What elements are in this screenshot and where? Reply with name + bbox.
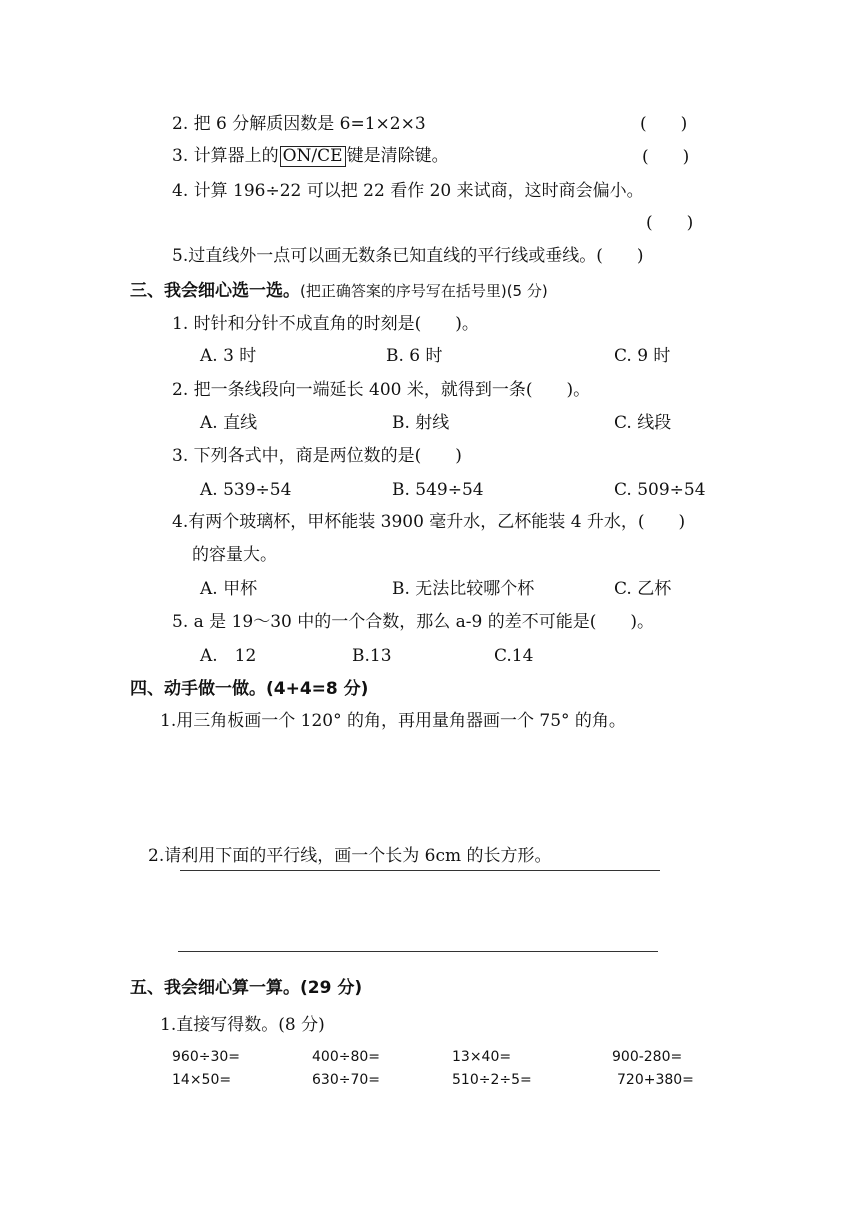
choice-question-1: 1. 时针和分针不成直角的时刻是( )。: [172, 314, 479, 334]
calc-item: 14×50=: [172, 1072, 232, 1088]
calc-item: 960÷30=: [172, 1049, 240, 1065]
calc-item: 13×40=: [452, 1049, 512, 1065]
option-a: A. 539÷54: [200, 480, 292, 500]
calc-item: 510÷2÷5=: [452, 1072, 532, 1088]
judge-item-2: 2. 把 6 分解质因数是 6=1×2×3: [172, 114, 426, 134]
parallel-line-bottom: [178, 951, 658, 952]
calculator-key-label: ON/CE: [280, 146, 346, 167]
choice-question-4-cont: 的容量大。: [192, 545, 277, 565]
answer-paren: ( ): [642, 147, 690, 167]
judge-item-5: 5.过直线外一点可以画无数条已知直线的平行线或垂线。( ): [172, 246, 644, 266]
choice-question-5: 5. a 是 19～30 中的一个合数，那么 a-9 的差不可能是( )。: [172, 612, 655, 632]
section-4-heading: 四、动手做一做。(4+4=8 分): [130, 679, 369, 699]
option-b: B. 无法比较哪个杯: [392, 579, 535, 599]
item-text: 键是清除键。: [346, 146, 449, 166]
judge-item-3: [172, 145, 449, 167]
choice-question-3: 3. 下列各式中，商是两位数的是( ): [172, 446, 462, 466]
option-c: C. 9 时: [614, 346, 671, 366]
option-a: A. 甲杯: [200, 579, 258, 599]
option-c: C. 509÷54: [614, 480, 706, 500]
drawing-task-2: 2.请利用下面的平行线，画一个长为 6cm 的长方形。: [148, 846, 552, 866]
option-b: B. 射线: [392, 413, 450, 433]
calc-item: 400÷80=: [312, 1049, 380, 1065]
option-b: B. 6 时: [386, 346, 443, 366]
choice-question-2: 2. 把一条线段向一端延长 400 米，就得到一条( )。: [172, 380, 591, 400]
drawing-task-1: 1.用三角板画一个 120° 的角，再用量角器画一个 75° 的角。: [160, 711, 626, 731]
option-c: C.14: [494, 646, 534, 666]
option-a: A. 直线: [200, 413, 258, 433]
answer-paren: ( ): [640, 114, 688, 134]
section-note: (把正确答案的序号写在括号里)(5 分): [300, 282, 548, 300]
parallel-line-top: [180, 870, 660, 871]
answer-paren: ( ): [646, 213, 694, 233]
item-text: 3. 计算器上的: [172, 146, 279, 166]
calc-item: 630÷70=: [312, 1072, 380, 1088]
section-3-heading: [130, 280, 548, 302]
option-b: B. 549÷54: [392, 480, 484, 500]
judge-item-4: 4. 计算 196÷22 可以把 22 看作 20 来试商，这时商会偏小。: [172, 181, 644, 201]
section-title: 三、我会细心选一选。: [130, 281, 300, 301]
option-b: B.13: [352, 646, 392, 666]
choice-question-4: 4.有两个玻璃杯，甲杯能装 3900 毫升水，乙杯能装 4 升水，( ): [172, 512, 686, 532]
option-a: A. 3 时: [200, 346, 257, 366]
subtask-direct-answer: 1.直接写得数。(8 分): [160, 1015, 325, 1035]
option-a: A. 12: [200, 646, 257, 666]
calc-item: 720+380=: [617, 1072, 694, 1088]
section-5-heading: 五、我会细心算一算。(29 分): [130, 978, 363, 998]
option-c: C. 乙杯: [614, 579, 672, 599]
calc-item: 900-280=: [612, 1049, 683, 1065]
option-c: C. 线段: [614, 413, 672, 433]
